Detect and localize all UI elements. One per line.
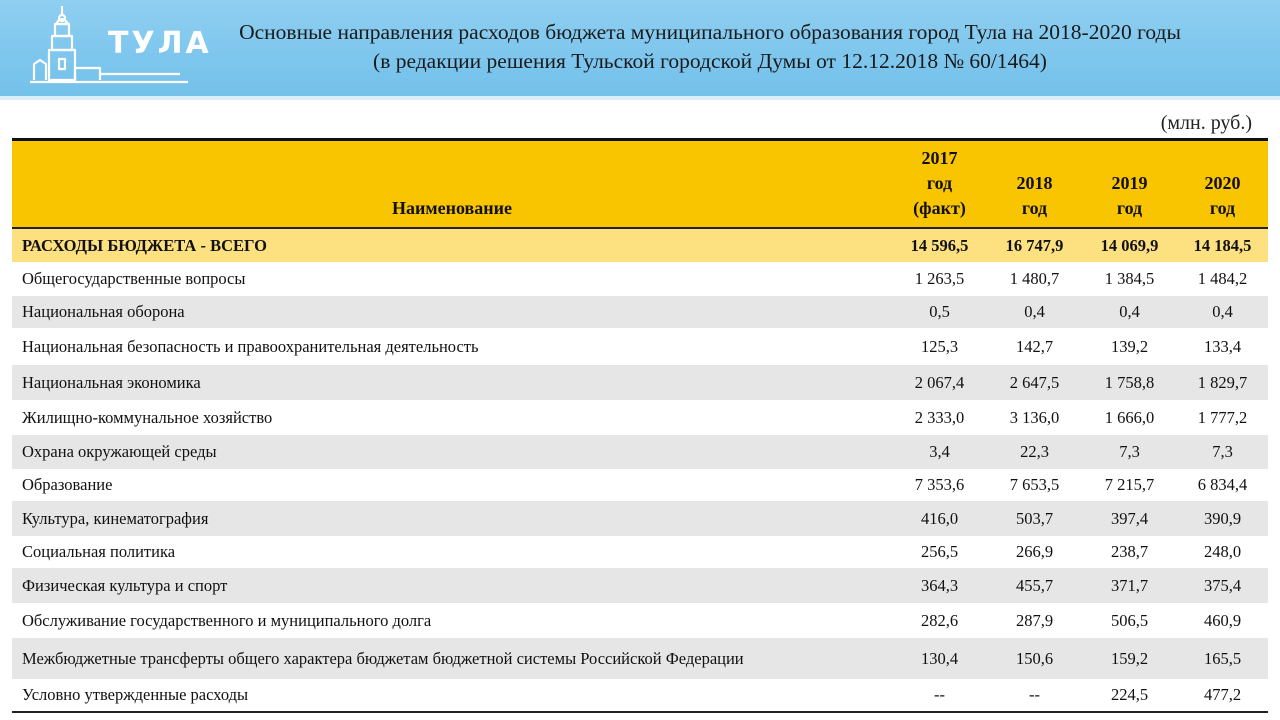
row-value-2020: 133,4 — [1203, 336, 1242, 356]
row-value-2020: 390,9 — [1177, 501, 1268, 536]
row-value-2019: 1 384,5 — [1104, 269, 1155, 288]
row-name: Социальная политика — [22, 542, 176, 561]
row-value-2019: 7 215,7 — [1104, 475, 1155, 494]
row-value-2018: 2 647,5 — [987, 365, 1082, 400]
row-value-2017: 3,4 — [892, 435, 987, 469]
row-name: Культура, кинематография — [12, 501, 892, 536]
row-value-2019: 397,4 — [1082, 501, 1177, 536]
total-2019: 14 069,9 — [1082, 228, 1177, 262]
row-value-2020: 375,4 — [1177, 568, 1268, 603]
header-2018-line2: год — [1021, 198, 1048, 218]
row-value-2018: -- — [987, 679, 1082, 712]
row-value-2019: 238,7 — [1110, 542, 1149, 561]
table-row — [12, 679, 1268, 712]
header-2019 — [1082, 141, 1177, 228]
row-value-2018: 503,7 — [987, 501, 1082, 536]
row-value-2020: 6 834,4 — [1197, 475, 1248, 494]
row-value-2018: 150,6 — [987, 638, 1082, 679]
header-2019-line2: год — [1116, 198, 1143, 218]
table-row — [12, 501, 1268, 536]
header-2017 — [892, 141, 987, 228]
header-2018 — [987, 141, 1082, 228]
row-value-2020: 1 829,7 — [1177, 365, 1268, 400]
row-value-2017: 282,6 — [920, 610, 959, 630]
row-value-2017: 416,0 — [892, 501, 987, 536]
row-value-2019: 506,5 — [1110, 610, 1149, 630]
total-2017: 14 596,5 — [892, 228, 987, 262]
header-2017-line2: год — [926, 173, 953, 193]
row-value-2018: 142,7 — [1015, 336, 1054, 356]
row-value-2020: 477,2 — [1177, 679, 1268, 712]
header-2020-line1: 2020 — [1204, 173, 1241, 193]
row-value-2020: 1 777,2 — [1197, 407, 1248, 427]
row-value-2017: 256,5 — [920, 542, 959, 561]
row-value-2018: 0,4 — [987, 296, 1082, 328]
row-value-2017: 2 333,0 — [914, 407, 965, 427]
row-name: Межбюджетные трансферты общего характера бюджетам бюджетной системы Российской Федерации — [12, 638, 892, 679]
row-name: Национальная безопасность и правоохранительная деятельность — [22, 336, 479, 356]
header-2018-line1: 2018 — [1016, 173, 1053, 193]
row-value-2017: 364,3 — [892, 568, 987, 603]
row-name: Национальная экономика — [12, 365, 892, 400]
header-divider — [0, 96, 1280, 100]
row-value-2020: 460,9 — [1203, 610, 1242, 630]
row-value-2018: 266,9 — [1015, 542, 1054, 561]
total-name: РАСХОДЫ БЮДЖЕТА - ВСЕГО — [12, 228, 892, 262]
total-2020: 14 184,5 — [1177, 228, 1268, 262]
row-name: Физическая культура и спорт — [12, 568, 892, 603]
row-name: Образование — [22, 475, 113, 494]
header-banner — [0, 0, 1280, 96]
row-value-2020: 7,3 — [1177, 435, 1268, 469]
header-2017-line1: 2017 — [921, 148, 958, 168]
units-label: (млн. руб.) — [1160, 112, 1252, 134]
page-title — [150, 18, 1270, 76]
row-name: Жилищно-коммунальное хозяйство — [22, 407, 273, 427]
row-value-2018: 455,7 — [987, 568, 1082, 603]
table-row — [12, 328, 1268, 365]
table-row — [12, 638, 1268, 679]
row-value-2019: 371,7 — [1082, 568, 1177, 603]
row-value-2020: 1 484,2 — [1197, 269, 1248, 288]
header-2020-line2: год — [1209, 198, 1236, 218]
row-name: Национальная оборона — [12, 296, 892, 328]
budget-table-container — [12, 141, 1268, 713]
row-value-2018: 7 653,5 — [1009, 475, 1060, 494]
row-value-2019: 1 758,8 — [1082, 365, 1177, 400]
header-name: Наименование — [12, 141, 892, 228]
row-value-2018: 1 480,7 — [1009, 269, 1060, 288]
row-value-2020: 165,5 — [1177, 638, 1268, 679]
row-value-2018: 22,3 — [987, 435, 1082, 469]
title-line-2: (в редакции решения Тульской городской Думы от 12.12.2018 № 60/1464) — [373, 49, 1047, 73]
row-value-2019: 159,2 — [1082, 638, 1177, 679]
row-name: Охрана окружающей среды — [12, 435, 892, 469]
row-value-2017: 125,3 — [920, 336, 959, 356]
table-header-row — [12, 141, 1268, 228]
row-value-2017: 2 067,4 — [892, 365, 987, 400]
logo-text: ТУЛА — [108, 26, 212, 61]
row-value-2018: 287,9 — [1015, 610, 1054, 630]
row-value-2017: 0,5 — [892, 296, 987, 328]
row-value-2017: 7 353,6 — [914, 475, 965, 494]
row-value-2017: 1 263,5 — [914, 269, 965, 288]
header-2017-line3: (факт) — [913, 198, 966, 218]
table-row — [12, 400, 1268, 435]
table-row — [12, 568, 1268, 603]
table-row — [12, 262, 1268, 296]
table-row — [12, 435, 1268, 469]
table-row — [12, 603, 1268, 638]
row-name: Общегосударственные вопросы — [22, 269, 246, 288]
row-value-2019: 7,3 — [1082, 435, 1177, 469]
row-name: Обслуживание государственного и муниципального долга — [22, 610, 432, 630]
row-value-2019: 139,2 — [1110, 336, 1149, 356]
table-row — [12, 536, 1268, 568]
row-value-2018: 3 136,0 — [1009, 407, 1060, 427]
row-value-2020: 0,4 — [1177, 296, 1268, 328]
header-2020 — [1177, 141, 1268, 228]
title-line-1: Основные направления расходов бюджета муниципального образования город Тула на 2018-2020 годы — [239, 20, 1181, 44]
total-row — [12, 228, 1268, 262]
row-value-2017: -- — [892, 679, 987, 712]
row-value-2020: 248,0 — [1203, 542, 1242, 561]
row-value-2019: 224,5 — [1082, 679, 1177, 712]
table-row — [12, 469, 1268, 501]
row-name: Условно утвержденные расходы — [12, 679, 892, 712]
total-2018: 16 747,9 — [987, 228, 1082, 262]
table-row — [12, 365, 1268, 400]
budget-table — [12, 141, 1268, 713]
table-row — [12, 296, 1268, 328]
row-value-2017: 130,4 — [892, 638, 987, 679]
header-2019-line1: 2019 — [1111, 173, 1148, 193]
row-value-2019: 1 666,0 — [1104, 407, 1155, 427]
row-value-2019: 0,4 — [1082, 296, 1177, 328]
